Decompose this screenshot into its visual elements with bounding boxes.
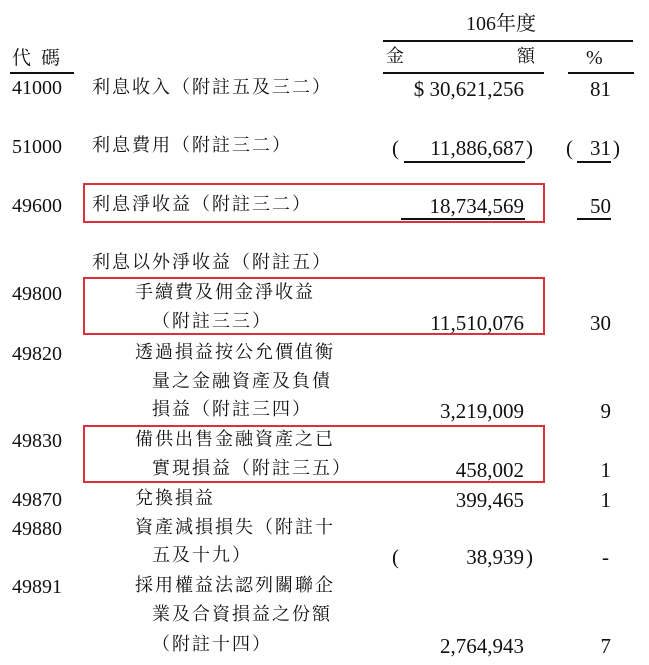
row-percent: 1: [600, 458, 611, 482]
row-percent: 50: [590, 194, 611, 218]
row-amount: 11,886,687: [430, 136, 524, 160]
row-label-line2: 業及合資損益之份額: [152, 604, 332, 625]
row-percent: 81: [590, 77, 611, 101]
row-percent: -: [602, 545, 609, 569]
row-code: 49600: [12, 195, 62, 217]
percent-underline: [577, 218, 611, 220]
row-amount: 18,734,569: [429, 194, 524, 218]
row-label: 兌換損益: [135, 488, 215, 509]
row-percent: 1: [600, 488, 611, 512]
code-header-underline: [10, 72, 74, 74]
percent-open-paren: (: [566, 136, 573, 160]
row-label-line2: 量之金融資產及負債: [152, 371, 332, 392]
row-code: 49800: [12, 283, 62, 305]
amount-open-paren: (: [392, 136, 399, 160]
row-code: 49830: [12, 430, 62, 452]
percent-close-paren: ): [613, 136, 620, 160]
amount-underline: [404, 161, 525, 163]
row-label-line2: 五及十九）: [152, 545, 252, 566]
row-label: 採用權益法認列關聯企: [135, 575, 335, 596]
row-label: 利息收入（附註五及三二）: [92, 77, 332, 98]
amount-header-underline: [383, 72, 544, 74]
amount-open-paren: (: [392, 545, 399, 569]
amount-close-paren: ): [526, 545, 533, 569]
row-amount: 2,764,943: [440, 634, 524, 658]
row-label: 手續費及佣金淨收益: [135, 282, 315, 303]
row-label: 資產減損損失（附註十: [135, 517, 335, 538]
row-label: 利息費用（附註三二）: [92, 135, 292, 156]
row-amount: 399,465: [455, 488, 524, 512]
row-label-line2: 實現損益（附註三五）: [152, 458, 352, 479]
row-amount: $ 30,621,256: [413, 77, 524, 101]
percent-column-header: %: [586, 47, 603, 69]
amount-underline: [401, 218, 525, 220]
row-percent: 31: [590, 136, 611, 160]
row-percent: 30: [590, 311, 611, 335]
row-code: 49870: [12, 489, 62, 511]
row-code: 41000: [12, 77, 62, 99]
row-percent: 7: [600, 634, 611, 658]
percent-underline: [577, 161, 611, 163]
row-amount: 3,219,009: [440, 399, 524, 423]
row-amount: 38,939: [466, 545, 524, 569]
amount-column-header-right: 額: [517, 46, 537, 67]
code-column-header: 代 碼: [12, 47, 63, 69]
row-code: 51000: [12, 136, 62, 158]
row-percent: 9: [600, 399, 611, 423]
year-header: 106年度: [466, 13, 536, 35]
row-label-line2: （附註三三）: [152, 311, 272, 332]
row-code: 49880: [12, 518, 62, 540]
row-label-line3: （附註十四）: [152, 634, 272, 655]
percent-header-underline: [568, 72, 634, 74]
amount-column-header-left: 金: [386, 46, 406, 67]
amount-close-paren: ): [526, 136, 533, 160]
row-label: 備供出售金融資產之已: [135, 429, 335, 450]
row-amount: 458,002: [455, 458, 524, 482]
row-code: 49891: [12, 576, 62, 598]
row-amount: 11,510,076: [430, 311, 524, 335]
row-label: 透過損益按公允價值衡: [135, 342, 335, 363]
section-heading: 利息以外淨收益（附註五）: [92, 252, 332, 273]
row-code: 49820: [12, 343, 62, 365]
year-underline: [383, 40, 633, 42]
row-label-line3: 損益（附註三四）: [152, 399, 312, 420]
row-label: 利息淨收益（附註三二）: [92, 194, 312, 215]
